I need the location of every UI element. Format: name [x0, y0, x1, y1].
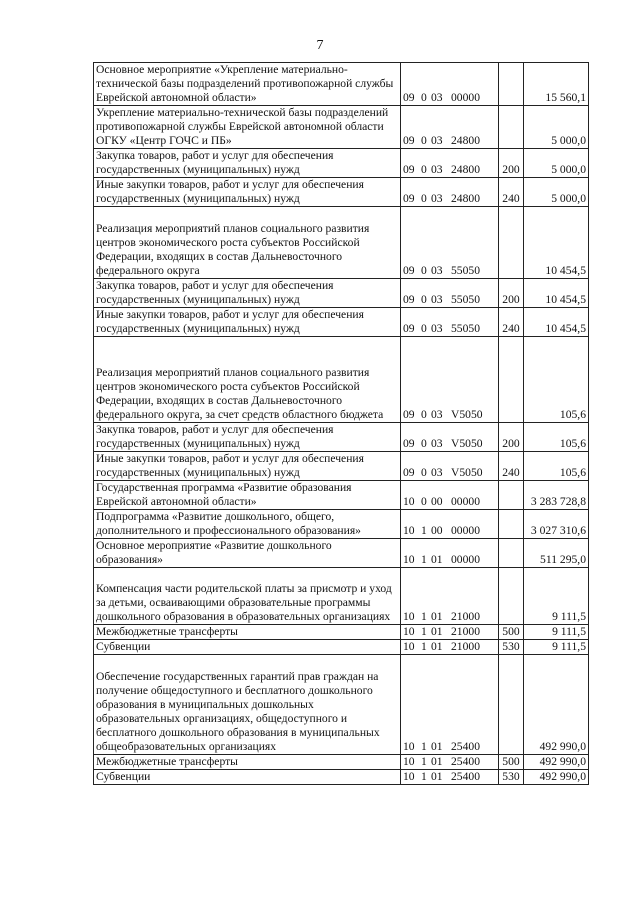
- code-part: 09: [403, 264, 415, 277]
- code-part: 00000: [451, 91, 480, 104]
- row-expense-type-code: [499, 481, 524, 510]
- code-part: 03: [431, 163, 443, 176]
- code-part: 00: [431, 495, 443, 508]
- row-target-article-code: [401, 308, 499, 337]
- code-part: 03: [431, 91, 443, 104]
- code-part: 10: [403, 640, 415, 653]
- row-name: Межбюджетные трансферты: [94, 755, 401, 770]
- row-amount: 10 454,5: [524, 207, 589, 279]
- row-amount: 3 027 310,6: [524, 510, 589, 539]
- row-name: Межбюджетные трансферты: [94, 625, 401, 640]
- row-amount: 15 560,1: [524, 63, 589, 106]
- row-expense-type-code: 530: [499, 640, 524, 655]
- row-name: Компенсация части родительской платы за присмотр и уход за детьми, осваивающими образовательные программы дошкольного образования в образовательных организациях: [94, 568, 401, 625]
- table-row: [94, 568, 589, 625]
- code-part: 1: [421, 553, 427, 566]
- row-amount: 9 111,5: [524, 568, 589, 625]
- code-part: 10: [403, 495, 415, 508]
- row-expense-type-code: [499, 539, 524, 568]
- code-part: 09: [403, 466, 415, 479]
- code-part: 0: [421, 192, 427, 205]
- code-part: 03: [431, 408, 443, 421]
- code-part: 09: [403, 408, 415, 421]
- table-row: [94, 149, 589, 178]
- code-part: 10: [403, 553, 415, 566]
- row-amount: 5 000,0: [524, 106, 589, 149]
- code-part: 0: [421, 293, 427, 306]
- row-target-article-code: [401, 625, 499, 640]
- row-target-article-code: [401, 452, 499, 481]
- code-part: 0: [421, 134, 427, 147]
- code-part: 25400: [451, 740, 480, 753]
- table-row: [94, 481, 589, 510]
- code-part: 1: [421, 610, 427, 623]
- row-expense-type-code: 240: [499, 308, 524, 337]
- row-target-article-code: [401, 640, 499, 655]
- code-part: 0: [421, 466, 427, 479]
- row-name: Иные закупки товаров, работ и услуг для обеспечения государственных (муниципальных) нужд: [94, 452, 401, 481]
- code-part: 00000: [451, 495, 480, 508]
- code-part: 55050: [451, 264, 480, 277]
- code-part: V5050: [451, 466, 483, 479]
- row-target-article-code: [401, 655, 499, 755]
- row-target-article-code: [401, 770, 499, 785]
- row-expense-type-code: 240: [499, 452, 524, 481]
- code-part: 21000: [451, 610, 480, 623]
- code-part: V5050: [451, 408, 483, 421]
- table-row: [94, 510, 589, 539]
- table-row: [94, 655, 589, 755]
- table-row: [94, 625, 589, 640]
- row-expense-type-code: [499, 63, 524, 106]
- code-part: 00000: [451, 553, 480, 566]
- code-part: 0: [421, 163, 427, 176]
- row-target-article-code: [401, 481, 499, 510]
- code-part: 1: [421, 755, 427, 768]
- code-part: 01: [431, 755, 443, 768]
- row-target-article-code: [401, 279, 499, 308]
- row-amount: 105,6: [524, 452, 589, 481]
- code-part: 0: [421, 322, 427, 335]
- row-amount: 492 990,0: [524, 770, 589, 785]
- code-part: 0: [421, 495, 427, 508]
- row-expense-type-code: [499, 568, 524, 625]
- table-row: [94, 539, 589, 568]
- code-part: 10: [403, 755, 415, 768]
- code-part: 10: [403, 740, 415, 753]
- code-part: 03: [431, 264, 443, 277]
- code-part: 55050: [451, 322, 480, 335]
- code-part: 1: [421, 625, 427, 638]
- code-part: 21000: [451, 640, 480, 653]
- table-row: [94, 308, 589, 337]
- row-expense-type-code: [499, 510, 524, 539]
- code-part: 03: [431, 293, 443, 306]
- code-part: 10: [403, 770, 415, 783]
- code-part: 0: [421, 437, 427, 450]
- table-row: [94, 337, 589, 423]
- row-target-article-code: [401, 539, 499, 568]
- row-expense-type-code: 240: [499, 178, 524, 207]
- code-part: 24800: [451, 192, 480, 205]
- code-part: 1: [421, 640, 427, 653]
- budget-table: [93, 62, 589, 785]
- row-name: Основное мероприятие «Развитие дошкольного образования»: [94, 539, 401, 568]
- code-part: 10: [403, 524, 415, 537]
- code-part: 1: [421, 740, 427, 753]
- row-name: Основное мероприятие «Укрепление материально-технической базы подразделений противопожарной службы Еврейской автономной области»: [94, 63, 401, 106]
- row-amount: 5 000,0: [524, 149, 589, 178]
- row-name: Закупка товаров, работ и услуг для обеспечения государственных (муниципальных) нужд: [94, 279, 401, 308]
- code-part: 01: [431, 640, 443, 653]
- row-name: Подпрограмма «Развитие дошкольного, общего, дополнительного и профессионального образования»: [94, 510, 401, 539]
- budget-table-body: [94, 63, 589, 785]
- code-part: 1: [421, 524, 427, 537]
- row-name: Укрепление материально-технической базы подразделений противопожарной службы Еврейской автономной области ОГКУ «Центр ГОЧС и ПБ»: [94, 106, 401, 149]
- row-amount: 5 000,0: [524, 178, 589, 207]
- code-part: 01: [431, 740, 443, 753]
- row-expense-type-code: [499, 337, 524, 423]
- row-amount: 10 454,5: [524, 279, 589, 308]
- code-part: 01: [431, 610, 443, 623]
- row-target-article-code: [401, 178, 499, 207]
- code-part: 24800: [451, 134, 480, 147]
- row-expense-type-code: 200: [499, 279, 524, 308]
- table-row: [94, 207, 589, 279]
- row-target-article-code: [401, 337, 499, 423]
- table-row: [94, 755, 589, 770]
- code-part: 03: [431, 322, 443, 335]
- code-part: 10: [403, 625, 415, 638]
- row-amount: 105,6: [524, 337, 589, 423]
- table-row: [94, 452, 589, 481]
- row-expense-type-code: [499, 655, 524, 755]
- row-expense-type-code: 200: [499, 423, 524, 452]
- code-part: 03: [431, 437, 443, 450]
- table-row: [94, 770, 589, 785]
- row-amount: 9 111,5: [524, 625, 589, 640]
- code-part: 0: [421, 91, 427, 104]
- table-row: [94, 640, 589, 655]
- row-amount: 492 990,0: [524, 655, 589, 755]
- row-expense-type-code: [499, 207, 524, 279]
- row-target-article-code: [401, 149, 499, 178]
- code-part: 0: [421, 408, 427, 421]
- code-part: 21000: [451, 625, 480, 638]
- code-part: 09: [403, 134, 415, 147]
- row-expense-type-code: 500: [499, 755, 524, 770]
- row-name: Иные закупки товаров, работ и услуг для обеспечения государственных (муниципальных) нужд: [94, 178, 401, 207]
- row-target-article-code: [401, 63, 499, 106]
- row-name: Субвенции: [94, 770, 401, 785]
- code-part: 1: [421, 770, 427, 783]
- page-number: 7: [316, 38, 324, 53]
- code-part: 25400: [451, 755, 480, 768]
- code-part: 09: [403, 192, 415, 205]
- table-row: [94, 178, 589, 207]
- table-row: [94, 63, 589, 106]
- code-part: 00: [431, 524, 443, 537]
- code-part: 00000: [451, 524, 480, 537]
- row-target-article-code: [401, 755, 499, 770]
- row-amount: 511 295,0: [524, 539, 589, 568]
- row-target-article-code: [401, 568, 499, 625]
- row-name: Иные закупки товаров, работ и услуг для обеспечения государственных (муниципальных) нужд: [94, 308, 401, 337]
- row-target-article-code: [401, 106, 499, 149]
- row-name: Государственная программа «Развитие образования Еврейской автономной области»: [94, 481, 401, 510]
- code-part: 03: [431, 134, 443, 147]
- row-target-article-code: [401, 423, 499, 452]
- code-part: 25400: [451, 770, 480, 783]
- row-name: Закупка товаров, работ и услуг для обеспечения государственных (муниципальных) нужд: [94, 423, 401, 452]
- code-part: 01: [431, 625, 443, 638]
- code-part: 0: [421, 264, 427, 277]
- row-amount: 9 111,5: [524, 640, 589, 655]
- row-name: Обеспечение государственных гарантий прав граждан на получение общедоступного и бесплатного дошкольного образования в муниципальных дошкольных образовательных организациях, общедоступного и бесплатного дошкольного образования в муниципальных общеобразовательных организациях: [94, 655, 401, 755]
- row-expense-type-code: [499, 106, 524, 149]
- row-name: Реализация мероприятий планов социального развития центров экономического роста субъектов Российской Федерации, входящих в состав Дальневосточного федерального округа: [94, 207, 401, 279]
- table-row: [94, 279, 589, 308]
- row-expense-type-code: 200: [499, 149, 524, 178]
- table-row: [94, 423, 589, 452]
- code-part: 24800: [451, 163, 480, 176]
- row-amount: 105,6: [524, 423, 589, 452]
- code-part: 09: [403, 293, 415, 306]
- row-amount: 10 454,5: [524, 308, 589, 337]
- code-part: 01: [431, 553, 443, 566]
- code-part: 03: [431, 466, 443, 479]
- row-amount: 3 283 728,8: [524, 481, 589, 510]
- row-target-article-code: [401, 207, 499, 279]
- row-amount: 492 990,0: [524, 755, 589, 770]
- code-part: 09: [403, 437, 415, 450]
- row-expense-type-code: 500: [499, 625, 524, 640]
- table-row: [94, 106, 589, 149]
- code-part: 09: [403, 322, 415, 335]
- row-name: Субвенции: [94, 640, 401, 655]
- row-target-article-code: [401, 510, 499, 539]
- row-name: Закупка товаров, работ и услуг для обеспечения государственных (муниципальных) нужд: [94, 149, 401, 178]
- code-part: 03: [431, 192, 443, 205]
- code-part: V5050: [451, 437, 483, 450]
- row-name: Реализация мероприятий планов социального развития центров экономического роста субъектов Российской Федерации, входящих в состав Дальневосточного федерального округа, за счет средств областного бюджета: [94, 337, 401, 423]
- code-part: 09: [403, 91, 415, 104]
- code-part: 10: [403, 610, 415, 623]
- row-expense-type-code: 530: [499, 770, 524, 785]
- code-part: 09: [403, 163, 415, 176]
- code-part: 01: [431, 770, 443, 783]
- code-part: 55050: [451, 293, 480, 306]
